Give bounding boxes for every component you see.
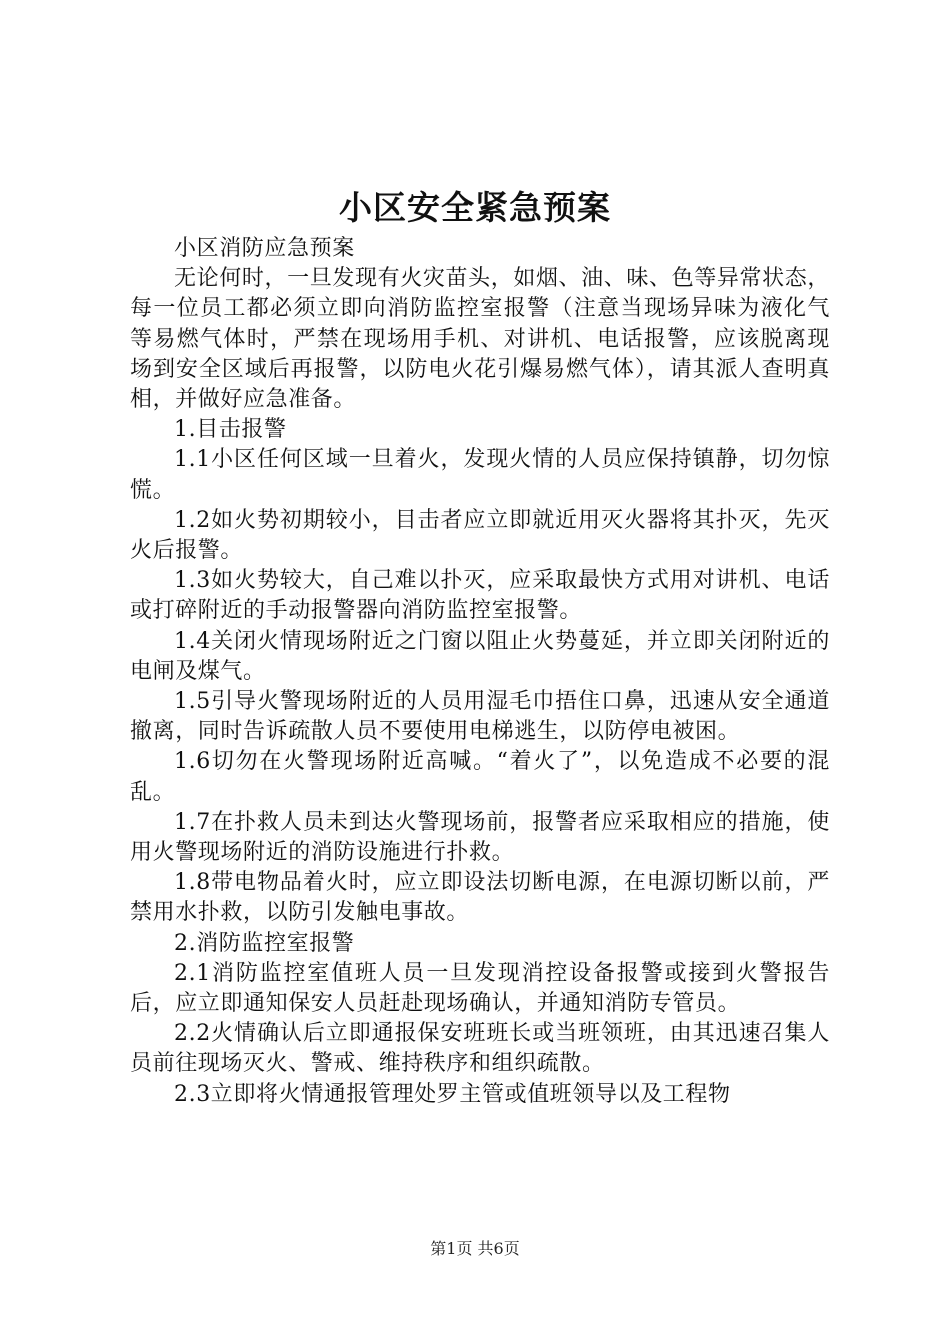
paragraph-2-1: 2.1消防监控室值班人员一旦发现消控设备报警或接到火警报告后，应立即通知保安人员赶赴现场确认，并通知消防专管员。 <box>130 960 830 1017</box>
paragraph-2-2: 2.2火情确认后立即通报保安班班长或当班领班，由其迅速召集人员前往现场灭火、警戒、维持秩序和组织疏散。 <box>130 1021 830 1077</box>
document-title: 小区安全紧急预案 <box>339 188 611 227</box>
paragraph-1-3: 1.3如火势较大，自己难以扑灭，应采取最快方式用对讲机、电话或打碎附近的手动报警器向消防监控室报警。 <box>130 568 830 624</box>
paragraph-1-1: 1.1小区任何区域一旦着火，发现火情的人员应保持镇静，切勿惊慌。 <box>130 447 830 503</box>
section-heading-2: 2.消防监控室报警 <box>174 930 355 956</box>
paragraph-2-3: 2.3立即将火情通报管理处罗主管或值班领导以及工程物 <box>174 1081 731 1107</box>
document-body <box>130 234 830 1110</box>
paragraph-1-4: 1.4关闭火情现场附近之门窗以阻止火势蔓延，并立即关闭附近的电闸及煤气。 <box>130 628 830 684</box>
section-subtitle: 小区消防应急预案 <box>174 236 355 261</box>
section-heading-1: 1.目击报警 <box>174 417 287 443</box>
paragraph-1-5: 1.5引导火警现场附近的人员用湿毛巾捂住口鼻，迅速从安全通道撤离，同时告诉疏散人员不要使用电梯逃生，以防停电被困。 <box>130 689 830 745</box>
intro-paragraph: 无论何时，一旦发现有火灾苗头，如烟、油、味、色等异常状态，每一位员工都必须立即向消防监控室报警（注意当现场异味为液化气等易燃气体时，严禁在现场用手机、对讲机、电话报警，应该脱离现场到安全区域后再报警，以防电火花引爆易燃气体），请其派人查明真相，并做好应急准备。 <box>130 266 830 413</box>
paragraph-1-8: 1.8带电物品着火时，应立即设法切断电源，在电源切断以前，严禁用水扑救，以防引发触电事故。 <box>130 870 830 926</box>
page-footer: 第1页 共6页 <box>430 1239 520 1258</box>
paragraph-1-6: 1.6切勿在火警现场附近高喊。“着火了”，以免造成不必要的混乱。 <box>130 749 830 805</box>
paragraph-1-2: 1.2如火势初期较小，目击者应立即就近用灭火器将其扑灭，先灭火后报警。 <box>130 507 830 564</box>
paragraph-1-7: 1.7在扑救人员未到达火警现场前，报警者应采取相应的措施，使用火警现场附近的消防设施进行扑救。 <box>130 809 830 866</box>
